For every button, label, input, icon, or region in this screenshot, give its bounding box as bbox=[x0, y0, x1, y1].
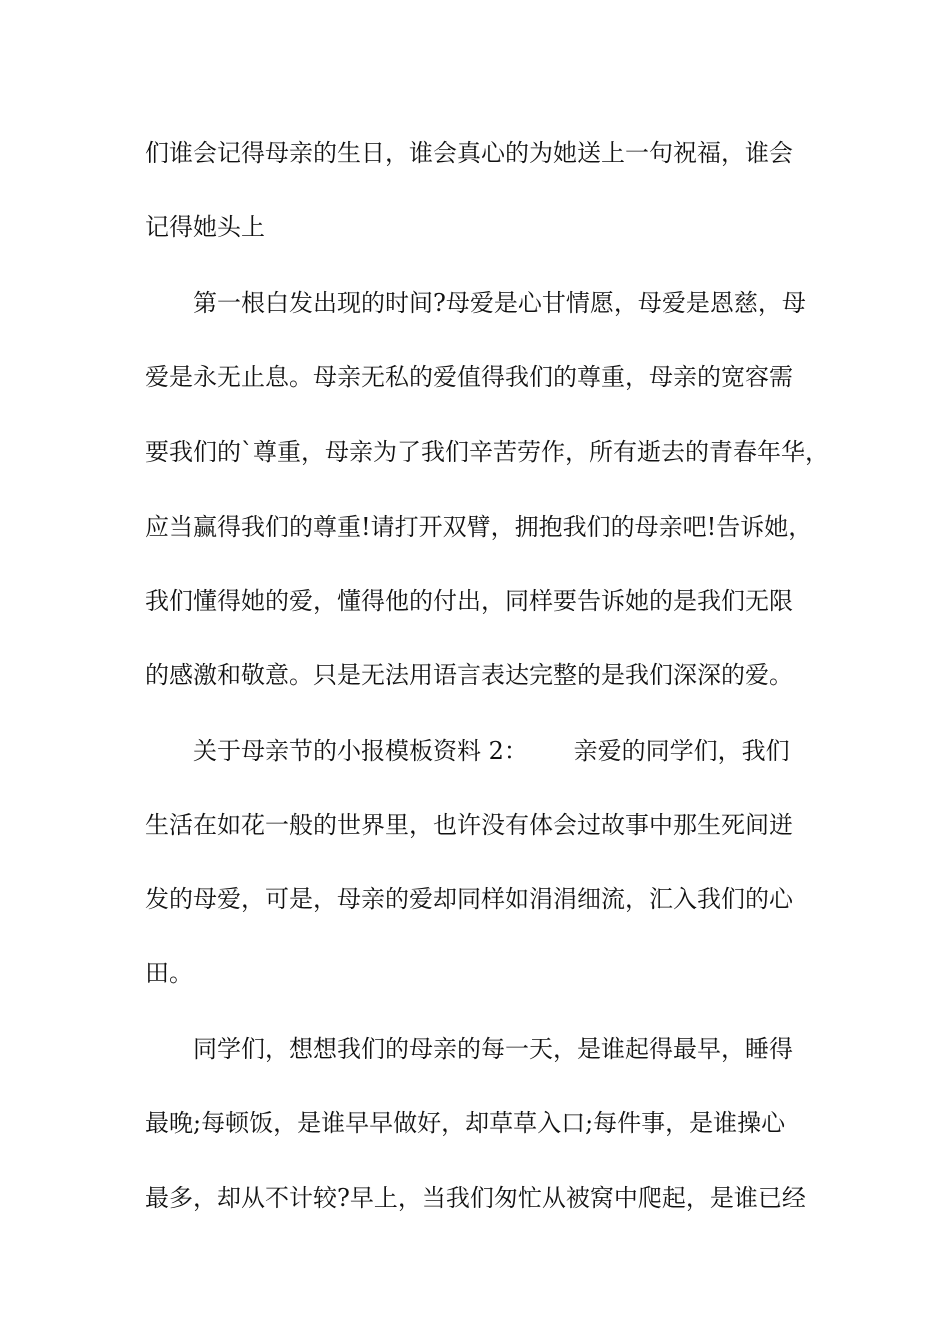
paragraph-start-line: 同学们，想想我们的母亲的每一天，是谁起得最早，睡得 bbox=[193, 1035, 793, 1063]
paragraph-start-line: 第一根白发出现的时间?母爱是心甘情愿，母爱是恩慈，母 bbox=[193, 289, 806, 317]
text-line: 的感激和敬意。只是无法用语言表达完整的是我们深深的爱。 bbox=[145, 661, 793, 689]
paragraph-start-line: 关于母亲节的小报模板资料 2： 亲爱的同学们，我们 bbox=[193, 737, 790, 765]
text-line: 应当赢得我们的尊重!请打开双臂，拥抱我们的母亲吧!告诉她， bbox=[145, 513, 813, 541]
text-line: 们谁会记得母亲的生日，谁会真心的为她送上一句祝福，谁会 bbox=[145, 139, 793, 167]
text-line: 记得她头上 bbox=[145, 213, 265, 241]
text-line: 最晚;每顿饭，是谁早早做好，却草草入口;每件事，是谁操心 bbox=[145, 1109, 786, 1137]
text-line: 发的母爱，可是，母亲的爱却同样如涓涓细流，汇入我们的心 bbox=[145, 885, 793, 913]
text-line: 生活在如花一般的世界里，也许没有体会过故事中那生死间迸 bbox=[145, 811, 793, 839]
text-line: 爱是永无止息。母亲无私的爱值得我们的尊重，母亲的宽容需 bbox=[145, 363, 793, 391]
text-line: 田。 bbox=[145, 959, 193, 987]
text-line: 我们懂得她的爱，懂得他的付出，同样要告诉她的是我们无限 bbox=[145, 587, 793, 615]
text-line: 要我们的`尊重，母亲为了我们辛苦劳作，所有逝去的青春年华， bbox=[145, 438, 829, 466]
text-line: 最多，却从不计较?早上，当我们匆忙从被窝中爬起，是谁已经 bbox=[145, 1184, 806, 1212]
